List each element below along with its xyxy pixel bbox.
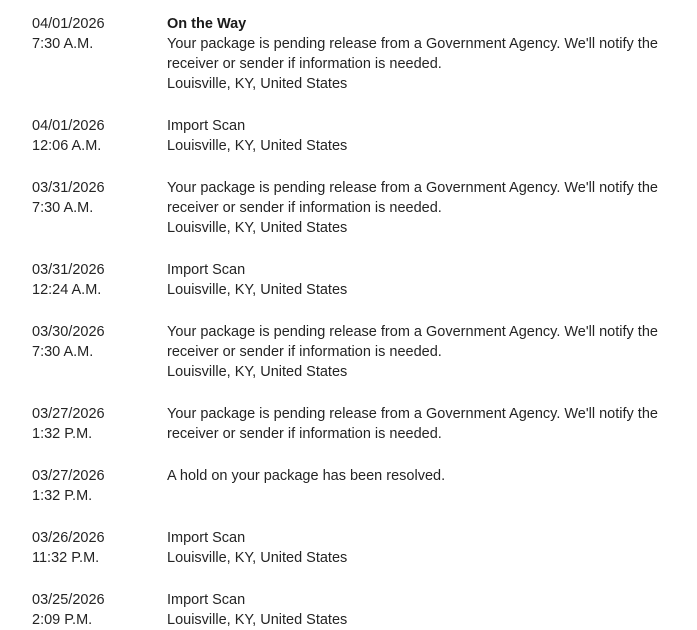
event-datetime [0,260,167,300]
event-time: 1:32 P.M. [32,488,93,504]
event-date: 04/01/2026 [32,118,105,134]
event-description-line: Import Scan [167,530,246,546]
event-date: 03/30/2026 [32,324,105,340]
event-date: 03/25/2026 [32,592,105,608]
event-details [167,528,697,568]
tracking-event [0,466,697,506]
event-description-line: A hold on your package has been resolved. [167,468,446,484]
event-time: 2:09 P.M. [32,612,93,628]
event-time: 7:30 A.M. [32,344,94,360]
event-description-line: Import Scan [167,262,246,278]
event-datetime [0,322,167,362]
event-time: 1:32 P.M. [32,426,93,442]
event-description-line: Your package is pending release from a Government Agency. We'll notify the [167,324,658,340]
event-date: 03/26/2026 [32,530,105,546]
event-date: 03/27/2026 [32,468,105,484]
tracking-event [0,404,697,444]
tracking-event [0,528,697,568]
event-status: On the Way [167,16,247,32]
event-description-line: receiver or sender if information is needed. [167,426,442,442]
event-description-line: Your package is pending release from a Government Agency. We'll notify the [167,180,658,196]
tracking-event [0,14,697,94]
event-description-line: Your package is pending release from a Government Agency. We'll notify the [167,36,658,52]
event-details [167,260,697,300]
event-time: 11:32 P.M. [32,550,100,566]
tracking-event [0,322,697,382]
event-date: 03/31/2026 [32,262,105,278]
event-location: Louisville, KY, United States [167,550,348,566]
event-location: Louisville, KY, United States [167,364,348,380]
event-time: 12:24 A.M. [32,282,102,298]
tracking-event [0,260,697,300]
event-details [167,178,697,238]
event-location: Louisville, KY, United States [167,612,348,628]
event-datetime [0,14,167,54]
event-details [167,590,697,630]
event-datetime [0,466,167,506]
event-location: Louisville, KY, United States [167,76,348,92]
event-date: 03/27/2026 [32,406,105,422]
event-details [167,322,697,382]
tracking-event [0,116,697,156]
event-time: 7:30 A.M. [32,200,94,216]
event-details [167,116,697,156]
event-description-line: receiver or sender if information is needed. [167,56,442,72]
tracking-event [0,178,697,238]
event-datetime [0,404,167,444]
event-time: 7:30 A.M. [32,36,94,52]
event-datetime [0,116,167,156]
event-date: 04/01/2026 [32,16,105,32]
event-date: 03/31/2026 [32,180,105,196]
event-datetime [0,590,167,630]
event-location: Louisville, KY, United States [167,282,348,298]
event-description-line: Import Scan [167,592,246,608]
event-details [167,466,697,486]
event-description-line: Import Scan [167,118,246,134]
event-details [167,404,697,444]
event-location: Louisville, KY, United States [167,220,348,236]
event-datetime [0,178,167,218]
event-description-line: receiver or sender if information is needed. [167,344,442,360]
event-time: 12:06 A.M. [32,138,102,154]
event-description-line: receiver or sender if information is needed. [167,200,442,216]
event-datetime [0,528,167,568]
tracking-event [0,590,697,630]
event-details [167,14,697,94]
event-description-line: Your package is pending release from a Government Agency. We'll notify the [167,406,658,422]
event-location: Louisville, KY, United States [167,138,348,154]
